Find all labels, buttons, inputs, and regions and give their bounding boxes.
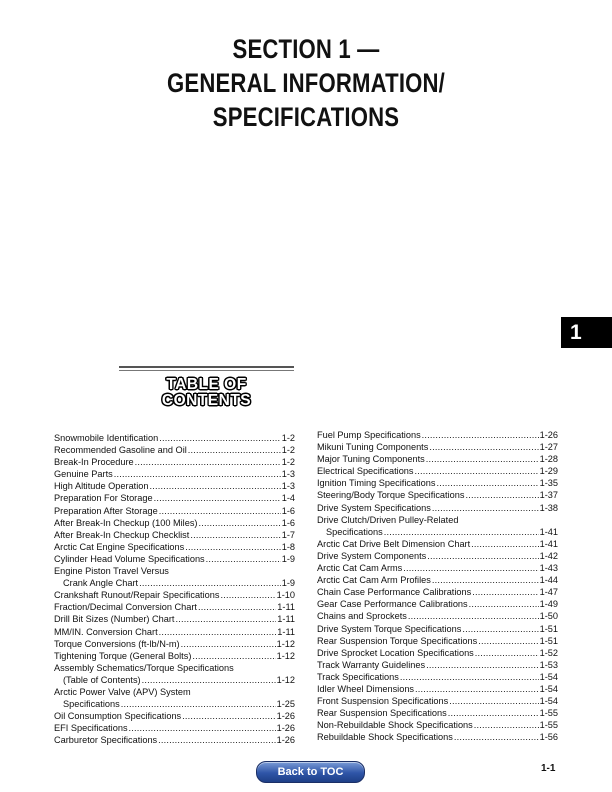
toc-entry-label: Front Suspension Specifications (317, 696, 449, 707)
toc-leader-dots (206, 553, 281, 565)
toc-entry-page: 1-51 (539, 623, 558, 634)
toc-leader-dots (472, 586, 538, 598)
toc-entry[interactable] (317, 574, 558, 586)
toc-entry[interactable] (54, 638, 295, 650)
toc-leader-dots (142, 674, 276, 686)
toc-leader-dots (192, 650, 275, 662)
toc-entry-label: Snowmobile Identification (54, 433, 159, 443)
toc-leader-dots (139, 577, 281, 589)
back-to-toc-button[interactable]: Back to TOC (256, 761, 365, 783)
toc-entry[interactable] (54, 553, 295, 565)
toc-entry-label: Assembly Schematics/Torque Specifications (54, 662, 234, 673)
toc-leader-dots (471, 538, 538, 550)
toc-entry-page: 1-26 (276, 723, 295, 734)
toc-entry[interactable] (317, 695, 558, 707)
toc-entry[interactable] (54, 698, 295, 710)
toc-entry-page: 1-51 (539, 635, 558, 646)
toc-entry-label: Drive System Components (317, 550, 427, 561)
toc-entry-label: Fraction/Decimal Conversion Chart (54, 602, 197, 613)
toc-left-column (54, 432, 295, 746)
toc-entry[interactable] (317, 477, 558, 489)
toc-entry-label: Rebuildable Shock Specifications (317, 732, 453, 743)
toc-entry-label: Genuine Parts (54, 469, 113, 480)
toc-entry-page: 1-56 (539, 732, 558, 743)
toc-entry-page: 1-2 (281, 457, 295, 468)
toc-entry-page: 1-11 (277, 602, 295, 613)
toc-entry (54, 686, 295, 698)
toc-entry-label: Drive Sprocket Location Specifications (317, 647, 474, 658)
toc-entry[interactable] (54, 601, 295, 613)
toc-leader-dots (469, 598, 539, 610)
heading-line-1: SECTION 1 — (232, 34, 380, 64)
toc-entry[interactable] (317, 623, 558, 635)
toc-entry[interactable] (54, 529, 295, 541)
toc-entry-label: Drill Bit Sizes (Number) Chart (54, 614, 175, 625)
toc-entry-page: 1-41 (539, 526, 558, 537)
toc-entry-page: 1-54 (539, 671, 558, 682)
toc-leader-dots (432, 574, 539, 586)
toc-entry[interactable] (317, 719, 558, 731)
toc-leader-dots (121, 698, 276, 710)
toc-entry (54, 565, 295, 577)
toc-entry-label: Chains and Sprockets (317, 611, 407, 622)
toc-entry-label: Ignition Timing Specifications (317, 478, 436, 489)
toc-leader-dots (188, 444, 281, 456)
page-number: 1-1 (541, 763, 556, 774)
toc-entry-page: 1-26 (276, 711, 295, 722)
toc-entry[interactable] (317, 465, 558, 477)
toc-title-line-1: TABLE OF (166, 376, 247, 393)
toc-entry[interactable] (317, 550, 558, 562)
toc-leader-dots (478, 635, 538, 647)
toc-entry-label: Crank Angle Chart (63, 578, 139, 589)
toc-entry-label: Specifications (63, 699, 120, 710)
toc-entry[interactable] (54, 589, 295, 601)
section-tab: 1 (561, 317, 612, 348)
section-heading (55, 32, 557, 134)
toc-entry[interactable] (54, 456, 295, 468)
toc-entry-page: 1-35 (539, 478, 558, 489)
toc-entry[interactable] (54, 505, 295, 517)
toc-entry-label: Cylinder Head Volume Specifications (54, 553, 205, 564)
toc-leader-dots (175, 613, 276, 625)
toc-leader-dots (154, 492, 281, 504)
toc-entry[interactable] (54, 626, 295, 638)
toc-entry-label: Track Warranty Guidelines (317, 659, 426, 670)
toc-entry (317, 514, 558, 526)
toc-leader-dots (465, 489, 538, 501)
toc-leader-dots (429, 441, 538, 453)
toc-entry[interactable] (317, 526, 558, 538)
toc-entry-page: 1-47 (539, 587, 558, 598)
toc-entry[interactable] (54, 710, 295, 722)
toc-leader-dots (220, 589, 275, 601)
toc-entry-page: 1-12 (276, 638, 295, 649)
toc-entry[interactable] (317, 731, 558, 743)
toc-entry[interactable] (54, 468, 295, 480)
toc-entry-label: Mikuni Tuning Components (317, 442, 429, 453)
heading-line-3: SPECIFICATIONS (212, 102, 400, 132)
toc-entry-label: Major Tuning Components (317, 454, 425, 465)
toc-leader-dots (427, 550, 538, 562)
toc-entry-label: MM/IN. Conversion Chart (54, 626, 158, 637)
toc-entry-page: 1-4 (281, 493, 295, 504)
toc-entry[interactable] (317, 586, 558, 598)
toc-leader-dots (432, 502, 539, 514)
toc-entry-label: Arctic Cat Engine Specifications (54, 541, 185, 552)
toc-leader-dots (185, 541, 281, 553)
toc-entry-page: 1-6 (281, 505, 295, 516)
toc-entry[interactable] (317, 538, 558, 550)
toc-entry-label: Drive System Torque Specifications (317, 623, 462, 634)
toc-entry-label: Electrical Specifications (317, 466, 414, 477)
toc-leader-dots (198, 601, 276, 613)
toc-leader-dots (403, 562, 538, 574)
toc-entry-page: 1-44 (539, 575, 558, 586)
toc-entry[interactable] (317, 441, 558, 453)
toc-entry-page: 1-27 (539, 442, 558, 453)
toc-entry-page: 1-41 (539, 538, 558, 549)
toc-entry-label: Break-In Procedure (54, 457, 134, 468)
toc-entry[interactable] (54, 722, 295, 734)
toc-leader-dots (182, 710, 275, 722)
toc-entry[interactable] (317, 610, 558, 622)
toc-entry-label: Drive Clutch/Driven Pulley-Related (317, 514, 459, 525)
divider (119, 366, 294, 368)
toc-entry-page: 1-52 (539, 647, 558, 658)
toc-title (119, 377, 294, 409)
toc-entry[interactable] (317, 659, 558, 671)
toc-entry-label: After Break-In Checkup (100 Miles) (54, 517, 198, 528)
toc-leader-dots (158, 734, 275, 746)
toc-entry[interactable] (317, 489, 558, 501)
toc-entry-page: 1-28 (539, 454, 558, 465)
toc-entry-page: 1-26 (539, 430, 558, 440)
toc-entry-label: Specifications (326, 526, 383, 537)
toc-entry[interactable] (317, 429, 558, 441)
toc-leader-dots (474, 719, 539, 731)
toc-entry[interactable] (317, 502, 558, 514)
toc-leader-dots (422, 429, 539, 441)
toc-entry-label: Torque Conversions (ft-lb/N-m) (54, 638, 180, 649)
toc-entry-label: Oil Consumption Specifications (54, 711, 182, 722)
toc-entry-label: Arctic Power Valve (APV) System (54, 686, 191, 697)
toc-entry-label: EFI Specifications (54, 723, 128, 734)
toc-entry-label: Rear Suspension Torque Specifications (317, 635, 478, 646)
toc-entry-label: Non-Rebuildable Shock Specifications (317, 720, 473, 731)
divider (119, 370, 294, 371)
toc-leader-dots (114, 468, 281, 480)
toc-entry-page: 1-54 (539, 683, 558, 694)
toc-entry[interactable] (317, 635, 558, 647)
toc-entry[interactable] (54, 577, 295, 589)
toc-entry-page: 1-37 (539, 490, 558, 501)
toc-entry-label: Chain Case Performance Calibrations (317, 587, 472, 598)
toc-entry[interactable] (54, 541, 295, 553)
toc-entry-page: 1-9 (281, 578, 295, 589)
toc-entry[interactable] (317, 671, 558, 683)
toc-entry-label: Tightening Torque (General Bolts) (54, 650, 192, 661)
toc-entry-label: Rear Suspension Specifications (317, 708, 447, 719)
toc-entry[interactable] (54, 492, 295, 504)
toc-entry-page: 1-49 (539, 599, 558, 610)
toc-entry-label: Steering/Body Torque Specifications (317, 490, 465, 501)
toc-entry-page: 1-55 (539, 708, 558, 719)
toc-entry-label: Arctic Cat Drive Belt Dimension Chart (317, 538, 471, 549)
toc-entry-label: Idler Wheel Dimensions (317, 683, 415, 694)
toc-entry[interactable] (317, 598, 558, 610)
heading-line-2: GENERAL INFORMATION/ (167, 68, 445, 98)
toc-header (119, 366, 294, 409)
toc-entry[interactable] (54, 444, 295, 456)
toc-entry-page: 1-25 (276, 699, 295, 710)
toc-leader-dots (198, 517, 280, 529)
toc-entry-page: 1-2 (281, 445, 295, 456)
toc-entry-label: Preparation After Storage (54, 505, 158, 516)
toc-entry-page: 1-2 (281, 433, 295, 443)
toc-entry-page: 1-3 (281, 469, 295, 480)
toc-entry-page: 1-12 (276, 674, 295, 685)
toc-entry (54, 662, 295, 674)
toc-leader-dots (159, 626, 277, 638)
toc-leader-dots (426, 453, 539, 465)
toc-leader-dots (408, 610, 539, 622)
toc-leader-dots (150, 480, 281, 492)
toc-entry-page: 1-38 (539, 502, 558, 513)
toc-entry-page: 1-50 (539, 611, 558, 622)
toc-leader-dots (448, 707, 539, 719)
toc-entry[interactable] (54, 613, 295, 625)
toc-entry-page: 1-10 (276, 590, 295, 601)
toc-entry-label: After Break-In Checkup Checklist (54, 529, 190, 540)
toc-entry-label: High Altitude Operation (54, 481, 149, 492)
toc-entry-label: Track Specifications (317, 671, 399, 682)
toc-entry-label: Fuel Pump Specifications (317, 430, 421, 440)
toc-entry-label: Drive System Specifications (317, 502, 431, 513)
toc-entry-page: 1-53 (539, 659, 558, 670)
toc-entry-label: Engine Piston Travel Versus (54, 566, 169, 577)
toc-entry-page: 1-6 (281, 517, 295, 528)
toc-leader-dots (415, 465, 539, 477)
toc-leader-dots (159, 432, 281, 444)
toc-leader-dots (449, 695, 538, 707)
toc-leader-dots (400, 671, 539, 683)
toc-entry-page: 1-11 (277, 614, 295, 625)
toc-leader-dots (475, 647, 539, 659)
toc-leader-dots (384, 526, 539, 538)
toc-right-column (317, 429, 558, 743)
toc-entry[interactable] (54, 517, 295, 529)
toc-entry-label: Recommended Gasoline and Oil (54, 445, 187, 456)
toc-entry-page: 1-29 (539, 466, 558, 477)
toc-entry-page: 1-3 (281, 481, 295, 492)
toc-leader-dots (181, 638, 276, 650)
toc-entry-page: 1-42 (539, 550, 558, 561)
toc-entry-page: 1-12 (276, 650, 295, 661)
toc-entry[interactable] (54, 432, 295, 444)
toc-entry[interactable] (54, 480, 295, 492)
toc-entry-label: Arctic Cat Cam Arm Profiles (317, 575, 431, 586)
toc-entry-label: Preparation For Storage (54, 493, 153, 504)
toc-entry-page: 1-55 (539, 720, 558, 731)
toc-entry-label: Crankshaft Runout/Repair Specifications (54, 590, 220, 601)
toc-entry[interactable] (54, 650, 295, 662)
toc-entry-label: Arctic Cat Cam Arms (317, 563, 403, 574)
toc-leader-dots (426, 659, 539, 671)
toc-leader-dots (462, 623, 538, 635)
toc-entry-page: 1-43 (539, 563, 558, 574)
toc-leader-dots (129, 722, 276, 734)
toc-entry[interactable] (317, 453, 558, 465)
toc-leader-dots (436, 477, 538, 489)
toc-entry-label: Carburetor Specifications (54, 735, 158, 746)
toc-entry-page: 1-26 (276, 735, 295, 746)
toc-entry-label: (Table of Contents) (63, 674, 141, 685)
toc-entry[interactable] (317, 562, 558, 574)
toc-entry-page: 1-11 (277, 626, 295, 637)
toc-entry-page: 1-9 (281, 553, 295, 564)
toc-leader-dots (415, 683, 539, 695)
toc-entry-page: 1-7 (281, 529, 295, 540)
toc-entry[interactable] (317, 707, 558, 719)
toc-title-line-2: CONTENTS (161, 392, 252, 409)
toc-entry[interactable] (317, 683, 558, 695)
toc-entry[interactable] (54, 674, 295, 686)
toc-leader-dots (135, 456, 281, 468)
toc-leader-dots (190, 529, 280, 541)
toc-entry[interactable] (54, 734, 295, 746)
toc-leader-dots (454, 731, 539, 743)
toc-leader-dots (159, 505, 281, 517)
toc-entry-label: Gear Case Performance Calibrations (317, 599, 468, 610)
toc-entry-page: 1-8 (281, 541, 295, 552)
toc-entry-page: 1-54 (539, 696, 558, 707)
toc-entry[interactable] (317, 647, 558, 659)
